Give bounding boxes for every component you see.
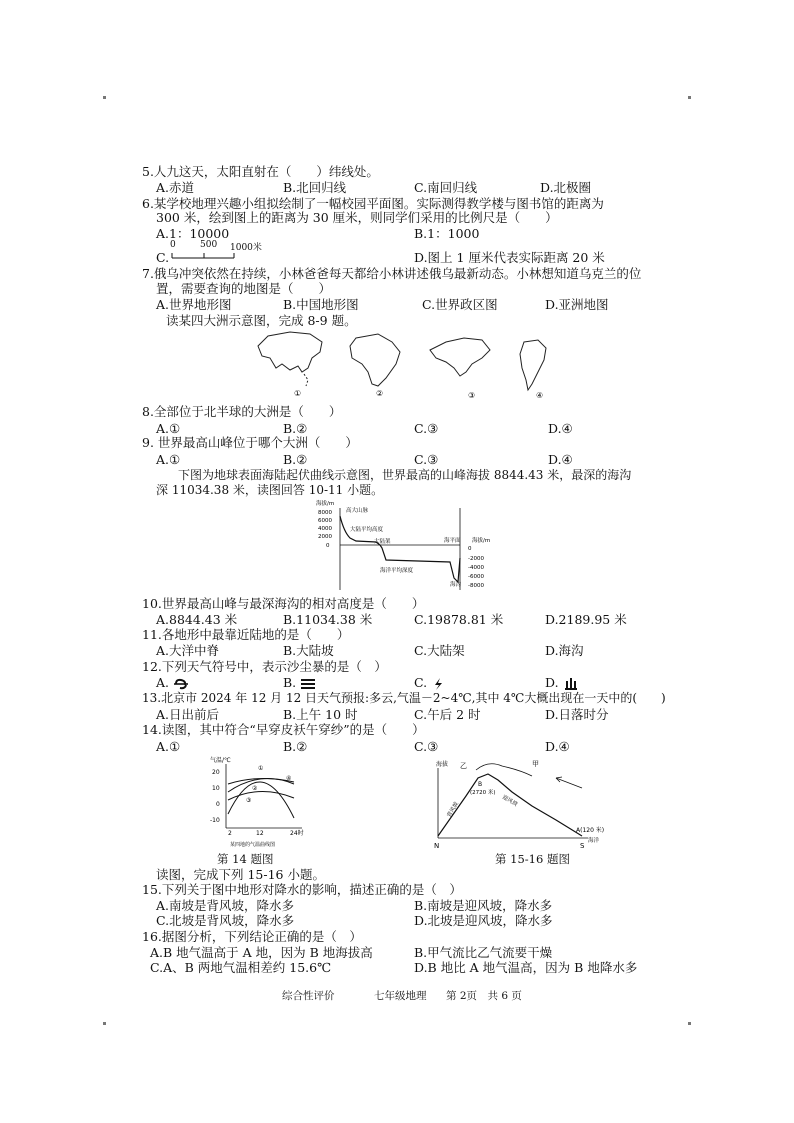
continent-shape bbox=[520, 340, 546, 390]
scale-line bbox=[168, 250, 268, 260]
fig14-y-tick: 20 bbox=[212, 769, 220, 776]
footer-left: 综合性评价 bbox=[282, 990, 335, 1002]
fig1516-caption: 第 15-16 题图 bbox=[495, 852, 570, 866]
fig1516-windward: 迎风坡 bbox=[501, 794, 519, 808]
continent-shape bbox=[258, 332, 322, 372]
continent-label: ② bbox=[376, 389, 384, 398]
corner-mark bbox=[688, 96, 691, 99]
fig14-y-tick: 10 bbox=[212, 785, 220, 792]
lightning-symbol-icon bbox=[431, 677, 445, 691]
q10-stem: 10.世界最高山峰与最深海沟的相对高度是（ ） bbox=[142, 596, 425, 611]
profile-label-avg-sea: 海洋平均深度 bbox=[380, 568, 414, 574]
intro-10-11-line2: 深 11034.38 米，读图回答 10-11 小题。 bbox=[156, 483, 384, 497]
q16-option-c[interactable]: C.A、B 两地气温相差约 15.6℃ bbox=[150, 960, 332, 975]
q6-option-b[interactable]: B.1：1000 bbox=[414, 226, 480, 241]
q12-option-c[interactable] bbox=[414, 675, 445, 691]
q14-option-b[interactable]: B.② bbox=[283, 739, 308, 754]
q12-option-d[interactable] bbox=[545, 675, 579, 691]
hail-symbol-icon bbox=[563, 677, 579, 691]
profile-tick: 0 bbox=[468, 546, 472, 552]
q9-option-d[interactable]: D.④ bbox=[548, 452, 573, 467]
q8-option-d[interactable]: D.④ bbox=[548, 421, 573, 436]
q6-option-a[interactable]: A.1：10000 bbox=[156, 226, 230, 241]
profile-axis-title: 海拔/m bbox=[472, 538, 491, 544]
q5-option-d[interactable]: D.北极圈 bbox=[540, 180, 592, 195]
continent-label: ① bbox=[294, 389, 302, 398]
sea-land-profile bbox=[310, 498, 500, 592]
q15-stem: 15.下列关于图中地形对降水的影响，描述正确的是（ ） bbox=[142, 882, 462, 897]
q15-option-b[interactable]: B.南坡是迎风坡，降水多 bbox=[414, 898, 553, 913]
q12-stem: 12.下列天气符号中，表示沙尘暴的是（ ） bbox=[142, 659, 387, 674]
intro-10-11-line1: 下图为地球表面海陆起伏曲线示意图，世界最高的山峰海拔 8844.43 米，最深的海沟 bbox=[178, 468, 632, 482]
q8-option-a[interactable]: A.① bbox=[156, 421, 181, 436]
fig1516-point-b: B bbox=[478, 781, 483, 788]
fig14-x-tick: 2 bbox=[228, 830, 232, 837]
fig1516-point-a: A(120 米) bbox=[576, 827, 605, 834]
mountain-profile-figure bbox=[432, 756, 612, 850]
q12-option-d-label: D. bbox=[545, 675, 559, 690]
fig14-x-tick: 12 bbox=[256, 830, 264, 837]
q15-option-d[interactable]: D.北坡是迎风坡，降水多 bbox=[414, 913, 553, 928]
profile-label-trench: 海沟 bbox=[450, 582, 462, 588]
scale-label: 500 bbox=[200, 240, 218, 250]
scale-label: 1000米 bbox=[230, 243, 262, 253]
q10-option-c[interactable]: C.19878.81 米 bbox=[414, 612, 504, 627]
profile-tick: -4000 bbox=[468, 565, 484, 571]
scale-label: 0 bbox=[170, 240, 176, 250]
fig14-curve-label: ① bbox=[258, 765, 264, 772]
intro-15-16: 读图，完成下列 15-16 小题。 bbox=[156, 867, 325, 882]
q15-option-a[interactable]: A.南坡是背风坡，降水多 bbox=[156, 898, 295, 913]
q13-option-c[interactable]: C.午后 2 时 bbox=[414, 707, 481, 722]
q5-option-b[interactable]: B.北回归线 bbox=[283, 180, 347, 195]
continent-label: ④ bbox=[536, 391, 544, 400]
profile-label-sea-level: 海平面 bbox=[444, 538, 461, 544]
fig1516-north: N bbox=[434, 842, 440, 850]
q6-option-d[interactable]: D.图上 1 厘米代表实际距离 20 米 bbox=[414, 250, 605, 265]
fig1516-leeward: 背风坡 bbox=[446, 801, 460, 819]
q7-option-a[interactable]: A.世界地形图 bbox=[156, 297, 232, 312]
q13-option-d[interactable]: D.日落时分 bbox=[545, 707, 609, 722]
q14-option-a[interactable]: A.① bbox=[156, 739, 181, 754]
q13-option-a[interactable]: A.日出前后 bbox=[156, 707, 220, 722]
fig14-curve-label: ② bbox=[252, 785, 258, 792]
corner-mark bbox=[103, 1022, 106, 1025]
q5-option-a[interactable]: A.赤道 bbox=[156, 180, 195, 195]
fig14-x-tick: 24时 bbox=[290, 830, 304, 837]
fig1516-y-title: 海拔 bbox=[436, 761, 449, 768]
q9-option-c[interactable]: C.③ bbox=[414, 452, 439, 467]
fig14-curve-label: ③ bbox=[246, 797, 252, 804]
profile-tick: 4000 bbox=[318, 526, 332, 532]
q6-stem-line1: 6.某学校地理兴趣小组拟绘制了一幅校园平面图。实际测得教学楼与图书馆的距离为 bbox=[142, 196, 604, 211]
profile-tick: -2000 bbox=[468, 556, 484, 562]
q5-option-c[interactable]: C.南回归线 bbox=[414, 180, 478, 195]
fig1516-ocean: 海洋 bbox=[588, 838, 600, 844]
q7-option-b[interactable]: B.中国地形图 bbox=[283, 297, 359, 312]
scale-bar bbox=[168, 240, 268, 260]
profile-label-mountain: 高大山脉 bbox=[346, 508, 369, 514]
continent-shape bbox=[430, 338, 490, 376]
fig1516-label-jia: 甲 bbox=[532, 760, 539, 768]
q12-option-b[interactable] bbox=[283, 675, 316, 690]
q16-option-a[interactable]: A.B 地气温高于 A 地，因为 B 地海拔高 bbox=[150, 945, 373, 960]
profile-tick: 8000 bbox=[318, 510, 332, 516]
corner-mark bbox=[103, 96, 106, 99]
q8-stem: 8.全部位于北半球的大洲是（ ） bbox=[142, 404, 342, 419]
continent-shape bbox=[350, 334, 400, 386]
q11-option-a[interactable]: A.大洋中脊 bbox=[156, 643, 220, 658]
fig14-curve-label: ④ bbox=[286, 775, 292, 782]
q16-option-d[interactable]: D.B 地比 A 地气温高，因为 B 地降水多 bbox=[414, 960, 638, 975]
q12-option-a[interactable] bbox=[156, 675, 189, 690]
q8-option-b[interactable]: B.② bbox=[283, 421, 308, 436]
q15-option-c[interactable]: C.北坡是背风坡，降水多 bbox=[156, 913, 295, 928]
fig14-y-tick: 0 bbox=[216, 801, 220, 808]
q14-option-d[interactable]: D.④ bbox=[545, 739, 570, 754]
q16-option-b[interactable]: B.甲气流比乙气流要干燥 bbox=[414, 945, 553, 960]
continent-label: ③ bbox=[468, 391, 476, 400]
fog-symbol-icon bbox=[300, 678, 316, 690]
profile-tick: 2000 bbox=[318, 534, 332, 540]
fig1516-b-height: (2720 米) bbox=[470, 790, 496, 796]
q10-option-b[interactable]: B.11034.38 米 bbox=[283, 612, 373, 627]
continent-shape bbox=[304, 374, 308, 386]
q7-stem-line2: 置，需要查询的地图是（ ） bbox=[156, 281, 332, 296]
fig14-subtitle: 某四地的气温曲线图 bbox=[230, 842, 276, 848]
footer-page: 第 2页 共 6 页 bbox=[446, 990, 522, 1002]
footer-mid: 七年级地理 bbox=[374, 990, 427, 1002]
continents-figure bbox=[250, 328, 570, 402]
q5-stem: 5.人九这天，太阳直射在（ ）纬线处。 bbox=[142, 164, 379, 179]
fig14-caption: 第 14 题图 bbox=[217, 852, 274, 866]
dust-storm-symbol-icon bbox=[173, 678, 189, 690]
q14-stem: 14.读图，其中符合“早穿皮袄午穿纱”的是（ ） bbox=[142, 722, 425, 737]
q9-option-a[interactable]: A.① bbox=[156, 452, 181, 467]
q6-option-c[interactable]: C. bbox=[156, 250, 170, 265]
fig14-y-tick: -10 bbox=[210, 817, 220, 824]
profile-tick: -6000 bbox=[468, 574, 484, 580]
profile-tick: -8000 bbox=[468, 583, 484, 589]
profile-label-shelf: 大陆架 bbox=[374, 539, 391, 545]
q12-option-b-label: B. bbox=[283, 675, 297, 690]
profile-axis-title: 海拔/m bbox=[316, 501, 335, 507]
q10-option-a[interactable]: A.8844.43 米 bbox=[156, 612, 238, 627]
q7-option-d[interactable]: D.亚洲地图 bbox=[545, 297, 609, 312]
q8-option-c[interactable]: C.③ bbox=[414, 421, 439, 436]
q7-stem-line1: 7.俄乌冲突依然在持续，小林爸爸每天都给小林讲述俄乌最新动态。小林想知道乌克兰的位 bbox=[142, 266, 642, 281]
fig1516-south: S bbox=[580, 842, 585, 850]
temperature-curves-figure bbox=[202, 754, 312, 848]
q13-option-b[interactable]: B.上午 10 时 bbox=[283, 707, 358, 722]
q12-option-c-label: C. bbox=[414, 675, 428, 690]
q7-option-c[interactable]: C.世界政区图 bbox=[422, 297, 498, 312]
q13-stem: 13.北京市 2024 年 12 月 12 日天气预报:多云,气温－2~4℃,其中 4℃大概出现在一天中的( ) bbox=[142, 691, 666, 705]
q12-option-a-label: A. bbox=[156, 675, 170, 690]
q9-stem: 9. 世界最高山峰位于哪个大洲（ ） bbox=[142, 435, 358, 450]
q11-option-c[interactable]: C.大陆架 bbox=[414, 643, 465, 658]
q11-option-d[interactable]: D.海沟 bbox=[545, 643, 584, 658]
q10-option-d[interactable]: D.2189.95 米 bbox=[545, 612, 627, 627]
q14-option-c[interactable]: C.③ bbox=[414, 739, 439, 754]
q16-stem: 16.据图分析，下列结论正确的是（ ） bbox=[142, 929, 362, 944]
q9-option-b[interactable]: B.② bbox=[283, 452, 308, 467]
q11-stem: 11.各地形中最靠近陆地的是（ ） bbox=[142, 627, 350, 642]
intro-8-9: 读某四大洲示意图，完成 8-9 题。 bbox=[166, 313, 357, 328]
corner-mark bbox=[688, 1022, 691, 1025]
fig14-y-title: 气温/℃ bbox=[210, 757, 231, 764]
fig1516-label-yi: 乙 bbox=[460, 762, 467, 770]
profile-tick: 6000 bbox=[318, 518, 332, 524]
profile-label-avg-land: 大陆平均高度 bbox=[350, 527, 384, 533]
profile-tick: 0 bbox=[326, 543, 330, 549]
q11-option-b[interactable]: B.大陆坡 bbox=[283, 643, 334, 658]
q6-stem-line2: 300 米，绘到图上的距离为 30 厘米，则同学们采用的比例尺是（ ） bbox=[156, 210, 558, 225]
